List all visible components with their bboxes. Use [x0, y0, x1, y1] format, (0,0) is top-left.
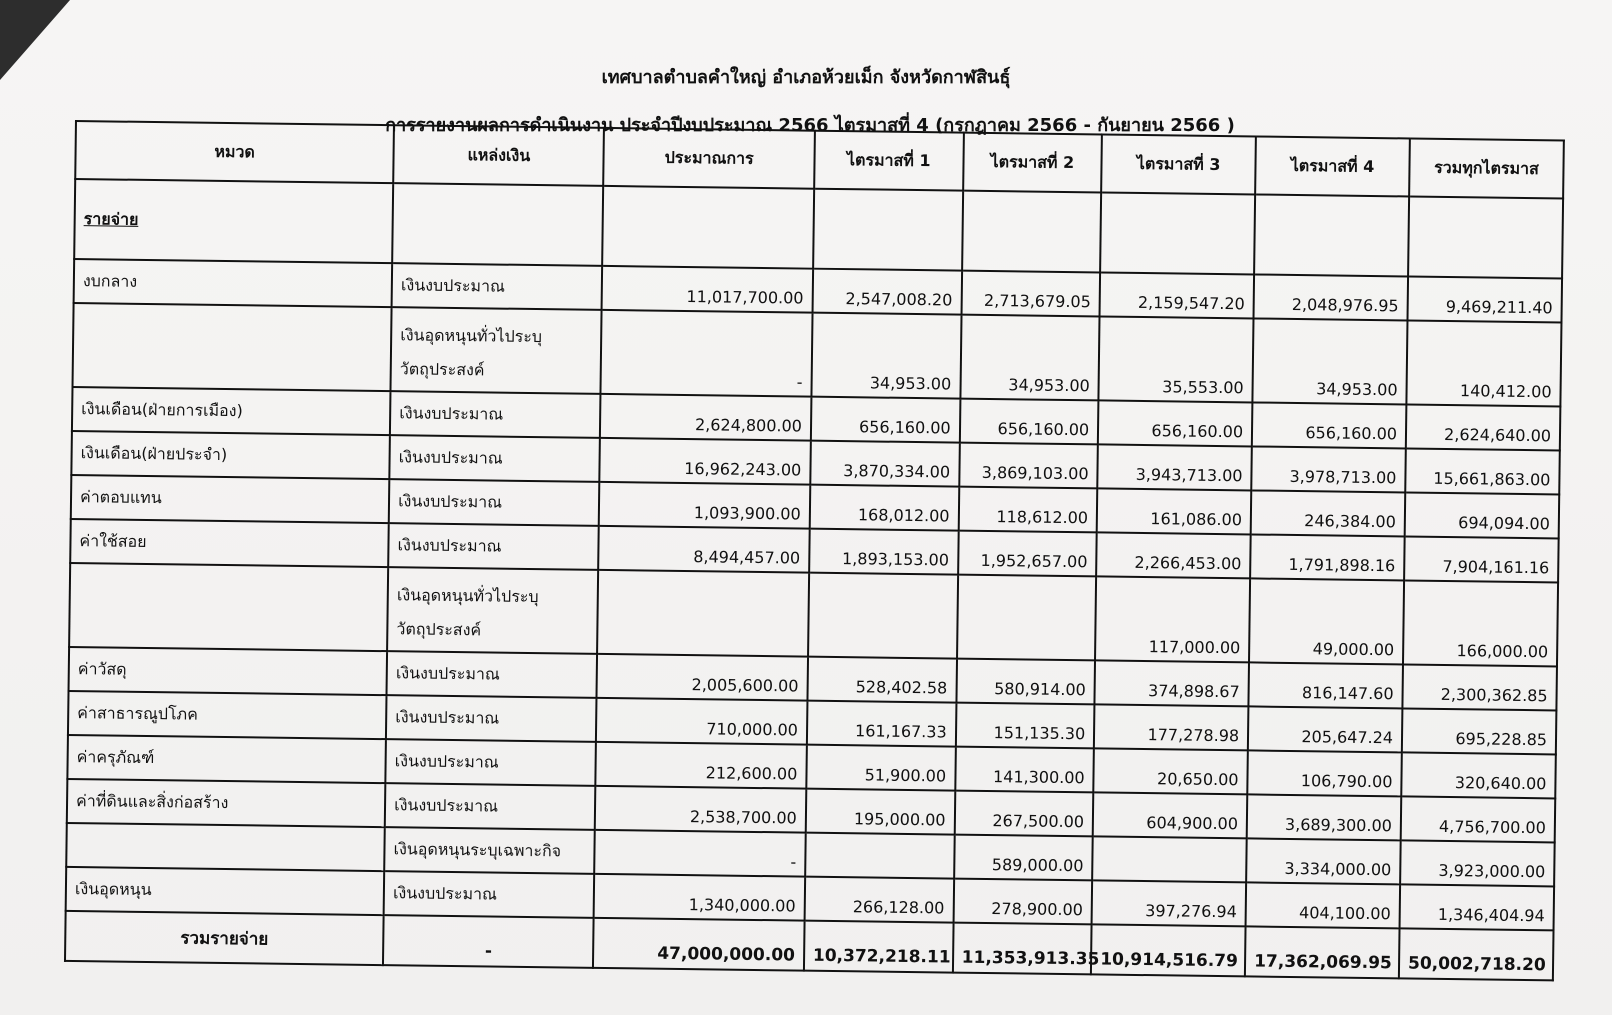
est-cell — [598, 570, 809, 657]
q1-cell: 266,128.00 — [804, 877, 953, 923]
est-cell: 212,600.00 — [596, 742, 807, 789]
q2-cell: 141,300.00 — [955, 747, 1094, 793]
q2-cell: 2,713,679.05 — [961, 271, 1100, 317]
document-title: เทศบาลตำบลคำใหญ่ อำเภอห้วยเม็ก จังหวัดกาฬสินธุ์ — [601, 67, 1011, 88]
category-cell: เงินเดือน(ฝ่ายประจำ) — [71, 431, 390, 479]
q2-cell: 278,900.00 — [953, 879, 1092, 925]
q3-cell: 35,553.00 — [1099, 316, 1254, 402]
q2-cell: 34,953.00 — [960, 315, 1100, 401]
q4-cell: 3,689,300.00 — [1247, 794, 1401, 840]
total-q3-cell: 10,914,516.79 — [1091, 924, 1246, 976]
source-line-1: เงินงบประมาณ — [397, 535, 502, 556]
q2-cell: 118,612.00 — [958, 487, 1097, 533]
q4-cell: 3,978,713.00 — [1251, 446, 1405, 492]
category-cell: เงินเดือน(ฝ่ายการเมือง) — [72, 387, 391, 435]
q3-cell: 177,278.98 — [1094, 704, 1248, 750]
est-cell: 1,093,900.00 — [599, 482, 810, 529]
est-cell: 2,005,600.00 — [597, 654, 808, 701]
source-cell — [386, 695, 597, 742]
est-cell: 1,340,000.00 — [594, 874, 805, 921]
q1-cell: 51,900.00 — [806, 745, 955, 791]
total-cell: 4,756,700.00 — [1401, 796, 1556, 842]
category-cell — [69, 563, 388, 651]
report-table-wrapper — [64, 120, 1565, 981]
q3-cell: 2,266,453.00 — [1096, 532, 1250, 578]
q1-cell — [808, 573, 958, 659]
q4-cell: 1,791,898.16 — [1250, 534, 1404, 580]
source-line-1: เงินงบประมาณ — [395, 707, 500, 728]
total-label: รวมรายจ่าย — [65, 911, 384, 965]
est-cell: 8,494,457.00 — [599, 526, 810, 573]
q4-cell: 404,100.00 — [1246, 882, 1400, 928]
col-header-source: แหล่งเงิน — [393, 125, 604, 186]
category-cell: งบกลาง — [74, 259, 393, 307]
report-table — [64, 120, 1565, 981]
category-cell: ค่าวัสดุ — [69, 647, 388, 695]
category-cell: ค่าครุภัณฑ์ — [67, 735, 386, 783]
source-line-1: เงินงบประมาณ — [395, 663, 500, 684]
col-header-category: หมวด — [75, 121, 394, 183]
total-cell: 3,923,000.00 — [1400, 840, 1555, 886]
total-cell: 9,469,211.40 — [1407, 276, 1562, 322]
total-cell: 140,412.00 — [1406, 320, 1561, 406]
q2-cell: 656,160.00 — [959, 399, 1098, 445]
total-cell: 1,346,404.94 — [1400, 884, 1555, 930]
total-cell: 15,661,863.00 — [1405, 448, 1560, 494]
col-header-q2: ไตรมาสที่ 2 — [963, 133, 1102, 193]
q2-cell — [957, 575, 1097, 661]
q1-cell — [805, 833, 954, 879]
source-cell — [392, 263, 603, 310]
category-cell: ค่าตอบแทน — [71, 475, 390, 523]
est-cell: 710,000.00 — [596, 698, 807, 745]
q4-cell: 205,647.24 — [1248, 706, 1402, 752]
q3-cell: 656,160.00 — [1098, 400, 1252, 446]
total-est-cell: 47,000,000.00 — [593, 918, 804, 971]
source-line-2: วัตถุประสงค์ — [399, 359, 485, 380]
q2-cell: 580,914.00 — [956, 659, 1095, 705]
q1-cell: 3,870,334.00 — [810, 441, 959, 487]
source-line-1: เงินงบประมาณ — [394, 795, 499, 816]
total-cell: 320,640.00 — [1401, 752, 1556, 798]
source-cell — [390, 391, 601, 438]
q3-cell: 117,000.00 — [1095, 576, 1250, 662]
total-cell: 2,300,362.85 — [1402, 664, 1557, 710]
q3-cell: 604,900.00 — [1093, 792, 1247, 838]
source-line-1: เงินงบประมาณ — [392, 883, 498, 904]
est-cell: 16,962,243.00 — [600, 438, 811, 485]
q2-cell: 3,869,103.00 — [959, 443, 1098, 489]
category-cell: เงินอุดหนุน — [66, 867, 385, 915]
q3-cell: 3,943,713.00 — [1097, 444, 1251, 490]
source-line-1: เงินงบประมาณ — [398, 447, 503, 468]
category-cell — [73, 303, 392, 391]
q2-cell: 589,000.00 — [954, 835, 1093, 881]
source-cell — [384, 827, 595, 874]
source-cell — [389, 435, 600, 482]
category-cell: ค่าใช้สอย — [70, 519, 389, 567]
q1-cell: 528,402.58 — [807, 657, 956, 703]
source-line-1: เงินอุดหนุนระบุเฉพาะกิจ — [393, 839, 562, 861]
q1-cell: 34,953.00 — [811, 313, 961, 399]
source-cell — [391, 307, 602, 394]
source-line-1: เงินงบประมาณ — [399, 403, 504, 424]
q3-cell: 2,159,547.20 — [1100, 272, 1254, 318]
col-header-q1: ไตรมาสที่ 1 — [814, 131, 964, 191]
q4-cell: 3,334,000.00 — [1246, 838, 1400, 884]
est-cell: 11,017,700.00 — [602, 266, 813, 313]
source-line-1: เงินอุดหนุนทั่วไประบุ — [400, 325, 543, 347]
section-label: รายจ่าย — [74, 179, 393, 263]
source-cell — [384, 871, 595, 918]
q4-cell: 2,048,976.95 — [1254, 274, 1408, 320]
col-header-q4: ไตรมาสที่ 4 — [1255, 136, 1410, 196]
source-line-1: เงินงบประมาณ — [398, 491, 503, 512]
source-cell — [385, 739, 596, 786]
total-cell: 695,228.85 — [1402, 708, 1557, 754]
total-total-cell: 50,002,718.20 — [1399, 928, 1554, 980]
source-line-1: เงินอุดหนุนทั่วไประบุ — [396, 585, 539, 607]
est-cell: - — [595, 830, 806, 877]
q4-cell: 34,953.00 — [1252, 318, 1407, 404]
total-cell: 166,000.00 — [1403, 580, 1558, 666]
q4-cell: 106,790.00 — [1247, 750, 1401, 796]
est-cell: 2,538,700.00 — [595, 786, 806, 833]
total-q1-cell: 10,372,218.11 — [804, 921, 953, 973]
q2-cell: 151,135.30 — [955, 703, 1094, 749]
q4-cell: 49,000.00 — [1249, 578, 1404, 664]
q1-cell: 161,167.33 — [807, 701, 956, 747]
col-header-q3: ไตรมาสที่ 3 — [1101, 134, 1256, 194]
q1-cell: 1,893,153.00 — [809, 529, 958, 575]
q4-cell: 656,160.00 — [1252, 402, 1406, 448]
q2-cell: 1,952,657.00 — [958, 531, 1097, 577]
total-cell: 2,624,640.00 — [1406, 404, 1561, 450]
q1-cell: 2,547,008.20 — [812, 269, 961, 315]
source-cell — [387, 651, 598, 698]
est-cell: - — [601, 310, 812, 397]
source-line-1: เงินงบประมาณ — [400, 275, 506, 296]
q1-cell: 168,012.00 — [810, 485, 959, 531]
total-cell: 694,094.00 — [1405, 492, 1560, 538]
q3-cell: 374,898.67 — [1095, 660, 1249, 706]
source-cell — [387, 567, 598, 654]
q3-cell — [1092, 836, 1246, 882]
q3-cell: 20,650.00 — [1093, 748, 1247, 794]
q4-cell: 246,384.00 — [1251, 490, 1405, 536]
q2-cell: 267,500.00 — [954, 791, 1093, 837]
category-cell — [66, 823, 385, 871]
source-cell — [385, 783, 596, 830]
document-subtitle: การรายงานผลการดำเนินงาน ประจำปีงบประมาณ 2566 ไตรมาสที่ 4 (กรกฎาคม 2566 - กันยายน 2566 ) — [385, 115, 1235, 136]
q3-cell: 161,086.00 — [1097, 488, 1251, 534]
q4-cell: 816,147.60 — [1249, 662, 1403, 708]
category-cell: ค่าที่ดินและสิ่งก่อสร้าง — [67, 779, 386, 827]
total-q2-cell: 11,353,913.35 — [953, 923, 1092, 975]
source-line-1: เงินงบประมาณ — [394, 751, 499, 772]
source-line-2: วัตถุประสงค์ — [396, 619, 482, 640]
q1-cell: 195,000.00 — [806, 789, 955, 835]
est-cell: 2,624,800.00 — [600, 394, 811, 441]
source-cell — [389, 479, 600, 526]
total-q4-cell: 17,362,069.95 — [1245, 926, 1400, 978]
source-cell — [388, 523, 599, 570]
q3-cell: 397,276.94 — [1092, 880, 1246, 926]
col-header-estimate: ประมาณการ — [604, 128, 815, 189]
total-cell: 7,904,161.16 — [1404, 536, 1559, 582]
col-header-total: รวมทุกไตรมาส — [1409, 138, 1564, 198]
total-source: - — [383, 915, 594, 968]
category-cell: ค่าสาธารณูปโภค — [68, 691, 387, 739]
q1-cell: 656,160.00 — [811, 397, 960, 443]
